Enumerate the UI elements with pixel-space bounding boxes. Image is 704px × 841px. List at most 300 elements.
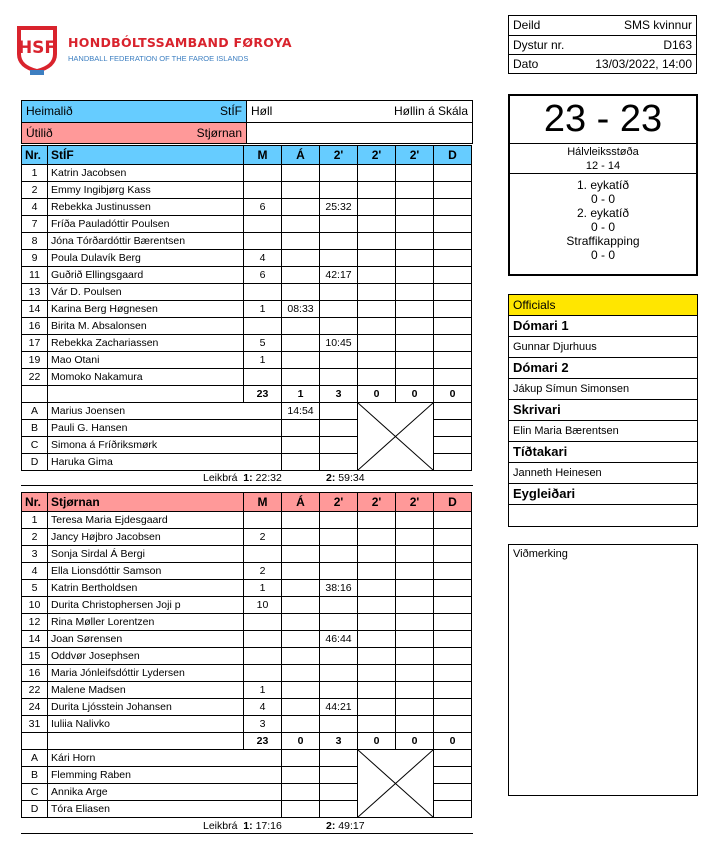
player-name: Guðrið Ellingsgaard: [48, 267, 244, 284]
player-number: 16: [22, 665, 48, 682]
totals-empty-nr: [22, 386, 48, 403]
player-suspension-3: [396, 512, 434, 529]
player-suspension-1: [320, 216, 358, 233]
match-number-label: Dystur nr.: [513, 38, 565, 52]
away-row: [22, 122, 472, 143]
official-letter: C: [22, 784, 48, 801]
federation-logo: [12, 20, 292, 76]
player-suspension-2: [358, 182, 396, 199]
player-suspension-3: [396, 165, 434, 182]
penalty-score: 0 - 0: [590, 248, 615, 262]
totals-row: [22, 386, 472, 403]
official-disqualification: [434, 403, 472, 420]
official-name: Annika Arge: [48, 784, 282, 801]
player-row: [22, 335, 472, 352]
player-name: Joan Sørensen: [48, 631, 244, 648]
home-leikbra-2: [326, 472, 365, 484]
col-header-s3: 2': [396, 493, 434, 512]
player-suspension-2: [358, 580, 396, 597]
player-suspension-3: [396, 597, 434, 614]
official-name: Pauli G. Hansen: [48, 420, 282, 437]
player-goals: [244, 284, 282, 301]
player-disqualification: [434, 250, 472, 267]
player-suspension-2: [358, 369, 396, 386]
player-disqualification: [434, 682, 472, 699]
referee-1-label: Dómari 1: [509, 316, 697, 337]
player-row: [22, 233, 472, 250]
player-suspension-1: [320, 648, 358, 665]
player-number: 15: [22, 648, 48, 665]
player-suspension-1: 46:44: [320, 631, 358, 648]
player-goals: [244, 648, 282, 665]
player-number: 13: [22, 284, 48, 301]
col-header-s1: 2': [320, 493, 358, 512]
totals-row: [22, 733, 472, 750]
col-header-m: M: [244, 493, 282, 512]
col-header-m: M: [244, 146, 282, 165]
player-disqualification: [434, 716, 472, 733]
player-suspension-3: [396, 682, 434, 699]
col-header-a: Á: [282, 493, 320, 512]
player-warning: [282, 716, 320, 733]
player-row: [22, 716, 472, 733]
division-row: [509, 16, 696, 35]
player-suspension-3: [396, 267, 434, 284]
player-row: [22, 648, 472, 665]
official-suspension: [320, 750, 358, 767]
logo-letters: HSF: [17, 38, 57, 58]
official-disqualification: [434, 801, 472, 818]
official-letter: A: [22, 750, 48, 767]
player-warning: [282, 284, 320, 301]
hall-cell: [247, 101, 472, 122]
official-warning: [282, 801, 320, 818]
total-s2: 0: [358, 386, 396, 403]
official-warning: [282, 767, 320, 784]
officials-header: Officials: [509, 295, 697, 316]
official-disqualification: [434, 437, 472, 454]
player-suspension-1: 44:21: [320, 699, 358, 716]
player-goals: 6: [244, 199, 282, 216]
cross-out-icon: [358, 403, 433, 470]
halftime-score: 12 - 14: [585, 160, 621, 172]
official-warning: [282, 420, 320, 437]
player-suspension-2: [358, 699, 396, 716]
home-leikbra2-value: 59:34: [338, 472, 365, 484]
player-number: 5: [22, 580, 48, 597]
player-suspension-1: [320, 597, 358, 614]
player-disqualification: [434, 301, 472, 318]
player-disqualification: [434, 512, 472, 529]
official-name: Kári Horn: [48, 750, 282, 767]
player-suspension-3: [396, 546, 434, 563]
final-score: 23 - 23: [510, 96, 696, 144]
official-name: Flemming Raben: [48, 767, 282, 784]
player-disqualification: [434, 267, 472, 284]
player-suspension-2: [358, 648, 396, 665]
date-row: [509, 54, 696, 73]
player-suspension-1: 25:32: [320, 199, 358, 216]
division-value: SMS kvinnur: [623, 18, 692, 32]
total-s3: 0: [396, 733, 434, 750]
halftime-label: Hálvleiksstøða: [567, 146, 639, 158]
match-number-row: [509, 35, 696, 54]
player-goals: [244, 182, 282, 199]
remarks-label: Viðmerking: [513, 548, 568, 560]
total-s3: 0: [396, 386, 434, 403]
officials-box: [508, 294, 698, 527]
player-disqualification: [434, 631, 472, 648]
crossed-out-cells: [358, 750, 434, 818]
total-m: 23: [244, 733, 282, 750]
player-disqualification: [434, 563, 472, 580]
player-suspension-3: [396, 580, 434, 597]
teams-header: [21, 100, 473, 144]
player-suspension-2: [358, 529, 396, 546]
player-suspension-2: [358, 546, 396, 563]
player-suspension-1: [320, 529, 358, 546]
official-warning: 14:54: [282, 403, 320, 420]
match-number-value: D163: [663, 38, 692, 52]
player-suspension-2: [358, 301, 396, 318]
official-warning: [282, 750, 320, 767]
player-goals: [244, 165, 282, 182]
player-suspension-2: [358, 665, 396, 682]
player-name: Fríða Pauladóttir Poulsen: [48, 216, 244, 233]
player-number: 19: [22, 352, 48, 369]
player-suspension-2: [358, 284, 396, 301]
player-goals: [244, 233, 282, 250]
player-name: Rebekka Justinussen: [48, 199, 244, 216]
col-header-nr: Nr.: [22, 493, 48, 512]
player-disqualification: [434, 284, 472, 301]
player-warning: [282, 250, 320, 267]
official-warning: [282, 454, 320, 471]
official-letter: D: [22, 801, 48, 818]
player-goals: [244, 512, 282, 529]
referee-1-name: Gunnar Djurhuus: [509, 337, 697, 358]
player-disqualification: [434, 352, 472, 369]
halftime-section: [510, 144, 696, 174]
player-goals: [244, 318, 282, 335]
home-divider: [21, 485, 473, 486]
official-disqualification: [434, 767, 472, 784]
away-leikbra-label: Leikbrá: [203, 820, 238, 832]
supervisor-name: [509, 505, 697, 526]
player-disqualification: [434, 580, 472, 597]
player-number: 9: [22, 250, 48, 267]
player-goals: 5: [244, 335, 282, 352]
player-warning: [282, 665, 320, 682]
official-warning: [282, 437, 320, 454]
official-suspension: [320, 454, 358, 471]
player-number: 24: [22, 699, 48, 716]
player-warning: [282, 352, 320, 369]
date-value: 13/03/2022, 14:00: [595, 57, 692, 71]
player-row: [22, 250, 472, 267]
player-number: 4: [22, 199, 48, 216]
player-suspension-3: [396, 699, 434, 716]
player-number: 12: [22, 614, 48, 631]
total-s2: 0: [358, 733, 396, 750]
scorer-label: Skrivari: [509, 400, 697, 421]
totals-empty-nr: [22, 733, 48, 750]
official-suspension: [320, 767, 358, 784]
player-number: 16: [22, 318, 48, 335]
player-suspension-2: [358, 597, 396, 614]
player-goals: 6: [244, 267, 282, 284]
player-suspension-3: [396, 631, 434, 648]
away-leikbra2-label: 2:: [326, 820, 336, 832]
hall-value: Høllin á Skála: [393, 104, 468, 118]
player-suspension-1: [320, 716, 358, 733]
player-warning: [282, 182, 320, 199]
player-row: [22, 614, 472, 631]
player-warning: [282, 631, 320, 648]
player-row: [22, 216, 472, 233]
player-goals: 4: [244, 699, 282, 716]
extra-time-1-score: 0 - 0: [590, 192, 615, 206]
away-leikbra-2: [326, 820, 365, 832]
official-letter: D: [22, 454, 48, 471]
referee-2-label: Dómari 2: [509, 358, 697, 379]
player-number: 22: [22, 682, 48, 699]
extra-time-2-label: 2. eykatíð: [576, 206, 630, 220]
player-suspension-2: [358, 267, 396, 284]
player-row: [22, 318, 472, 335]
player-number: 17: [22, 335, 48, 352]
total-s1: 3: [320, 386, 358, 403]
team-official-row: [22, 750, 472, 767]
player-suspension-1: [320, 614, 358, 631]
player-row: [22, 529, 472, 546]
player-goals: [244, 216, 282, 233]
timekeeper-name: Janneth Heinesen: [509, 463, 697, 484]
away-label: Útilið: [26, 126, 53, 140]
player-suspension-1: [320, 546, 358, 563]
org-name: HONDBÓLTSSAMBAND FØROYA: [68, 35, 292, 50]
official-name: Haruka Gima: [48, 454, 282, 471]
official-disqualification: [434, 420, 472, 437]
player-goals: 10: [244, 597, 282, 614]
player-warning: [282, 216, 320, 233]
player-suspension-2: [358, 199, 396, 216]
player-suspension-2: [358, 318, 396, 335]
player-number: 2: [22, 182, 48, 199]
player-suspension-3: [396, 529, 434, 546]
official-disqualification: [434, 454, 472, 471]
player-name: Rebekka Zachariassen: [48, 335, 244, 352]
player-goals: 2: [244, 529, 282, 546]
player-row: [22, 597, 472, 614]
player-suspension-3: [396, 250, 434, 267]
table-header-row: [22, 146, 472, 165]
official-suspension: [320, 801, 358, 818]
official-suspension: [320, 420, 358, 437]
player-row: [22, 182, 472, 199]
player-suspension-1: [320, 301, 358, 318]
player-disqualification: [434, 614, 472, 631]
player-suspension-1: [320, 563, 358, 580]
player-suspension-1: [320, 352, 358, 369]
col-header-s2: 2': [358, 493, 396, 512]
player-name: Mao Otani: [48, 352, 244, 369]
official-name: Tóra Eliasen: [48, 801, 282, 818]
player-warning: [282, 369, 320, 386]
away-leikbra1-value: 17:16: [255, 820, 282, 832]
player-goals: [244, 546, 282, 563]
total-a: 0: [282, 733, 320, 750]
official-letter: A: [22, 403, 48, 420]
player-name: Poula Dulavík Berg: [48, 250, 244, 267]
player-row: [22, 631, 472, 648]
official-warning: [282, 784, 320, 801]
player-row: [22, 284, 472, 301]
extra-time-1-label: 1. eykatíð: [576, 178, 630, 192]
total-s1: 3: [320, 733, 358, 750]
totals-empty-name: [48, 386, 244, 403]
official-disqualification: [434, 784, 472, 801]
penalty-label: Straffikapping: [566, 234, 640, 248]
player-suspension-3: [396, 369, 434, 386]
official-suspension: [320, 437, 358, 454]
home-label: Heimalið: [26, 104, 73, 118]
player-disqualification: [434, 216, 472, 233]
player-name: Durita Ljósstein Johansen: [48, 699, 244, 716]
player-name: Ella Lionsdóttir Samson: [48, 563, 244, 580]
referee-2-name: Jákup Símun Simonsen: [509, 379, 697, 400]
col-header-s2: 2': [358, 146, 396, 165]
player-suspension-3: [396, 665, 434, 682]
player-goals: 3: [244, 716, 282, 733]
col-header-s3: 2': [396, 146, 434, 165]
player-disqualification: [434, 546, 472, 563]
player-name: Momoko Nakamura: [48, 369, 244, 386]
player-goals: 4: [244, 250, 282, 267]
away-team-name: Stjørnan: [196, 126, 242, 140]
player-number: 22: [22, 369, 48, 386]
player-disqualification: [434, 665, 472, 682]
player-suspension-1: [320, 250, 358, 267]
player-suspension-3: [396, 716, 434, 733]
player-number: 1: [22, 165, 48, 182]
player-row: [22, 165, 472, 182]
player-goals: 1: [244, 682, 282, 699]
totals-empty-name: [48, 733, 244, 750]
player-warning: [282, 699, 320, 716]
crossed-out-cells: [358, 403, 434, 471]
player-row: [22, 580, 472, 597]
player-row: [22, 546, 472, 563]
official-disqualification: [434, 750, 472, 767]
player-suspension-2: [358, 563, 396, 580]
empty-cell: [247, 123, 472, 143]
player-suspension-2: [358, 216, 396, 233]
official-letter: C: [22, 437, 48, 454]
player-number: 14: [22, 631, 48, 648]
player-goals: [244, 631, 282, 648]
player-suspension-3: [396, 614, 434, 631]
player-number: 8: [22, 233, 48, 250]
player-suspension-3: [396, 301, 434, 318]
official-letter: B: [22, 420, 48, 437]
player-warning: [282, 597, 320, 614]
player-name: Jancy Højbro Jacobsen: [48, 529, 244, 546]
away-divider: [21, 833, 473, 834]
player-name: Katrin Bertholdsen: [48, 580, 244, 597]
player-row: [22, 699, 472, 716]
player-number: 1: [22, 512, 48, 529]
player-suspension-2: [358, 335, 396, 352]
hall-label: Høll: [251, 104, 273, 118]
player-suspension-2: [358, 250, 396, 267]
player-row: [22, 563, 472, 580]
player-warning: [282, 563, 320, 580]
player-suspension-2: [358, 682, 396, 699]
player-warning: [282, 546, 320, 563]
player-suspension-3: [396, 563, 434, 580]
player-disqualification: [434, 529, 472, 546]
player-warning: 08:33: [282, 301, 320, 318]
player-suspension-2: [358, 165, 396, 182]
score-box: [508, 94, 698, 276]
player-row: [22, 665, 472, 682]
player-suspension-3: [396, 335, 434, 352]
official-name: Marius Joensen: [48, 403, 282, 420]
player-name: Durita Christophersen Joji p: [48, 597, 244, 614]
player-name: Karina Berg Høgnesen: [48, 301, 244, 318]
home-leikbra-label: Leikbrá: [203, 472, 238, 484]
player-row: [22, 352, 472, 369]
player-suspension-3: [396, 199, 434, 216]
away-leikbra2-value: 49:17: [338, 820, 365, 832]
player-suspension-1: 10:45: [320, 335, 358, 352]
total-a: 1: [282, 386, 320, 403]
player-disqualification: [434, 369, 472, 386]
player-suspension-2: [358, 233, 396, 250]
player-number: 14: [22, 301, 48, 318]
total-d: 0: [434, 386, 472, 403]
division-label: Deild: [513, 18, 541, 32]
home-player-table: [21, 145, 472, 471]
player-goals: 1: [244, 301, 282, 318]
player-name: Katrin Jacobsen: [48, 165, 244, 182]
home-leikbra1-label: 1:: [243, 472, 253, 484]
player-disqualification: [434, 165, 472, 182]
player-disqualification: [434, 648, 472, 665]
player-suspension-1: [320, 233, 358, 250]
player-number: 10: [22, 597, 48, 614]
cross-out-icon: [358, 750, 433, 817]
extra-periods: [510, 174, 696, 262]
player-goals: 2: [244, 563, 282, 580]
supervisor-label: Eygleiðari: [509, 484, 697, 505]
official-name: Simona á Fríðriksmørk: [48, 437, 282, 454]
team-official-row: [22, 403, 472, 420]
player-warning: [282, 165, 320, 182]
player-number: 11: [22, 267, 48, 284]
player-suspension-2: [358, 512, 396, 529]
player-warning: [282, 614, 320, 631]
official-letter: B: [22, 767, 48, 784]
player-row: [22, 199, 472, 216]
player-name: Vár D. Poulsen: [48, 284, 244, 301]
player-row: [22, 267, 472, 284]
col-header-nr: Nr.: [22, 146, 48, 165]
remarks-box: [508, 544, 698, 796]
player-name: Teresa Maria Ejdesgaard: [48, 512, 244, 529]
player-suspension-3: [396, 233, 434, 250]
